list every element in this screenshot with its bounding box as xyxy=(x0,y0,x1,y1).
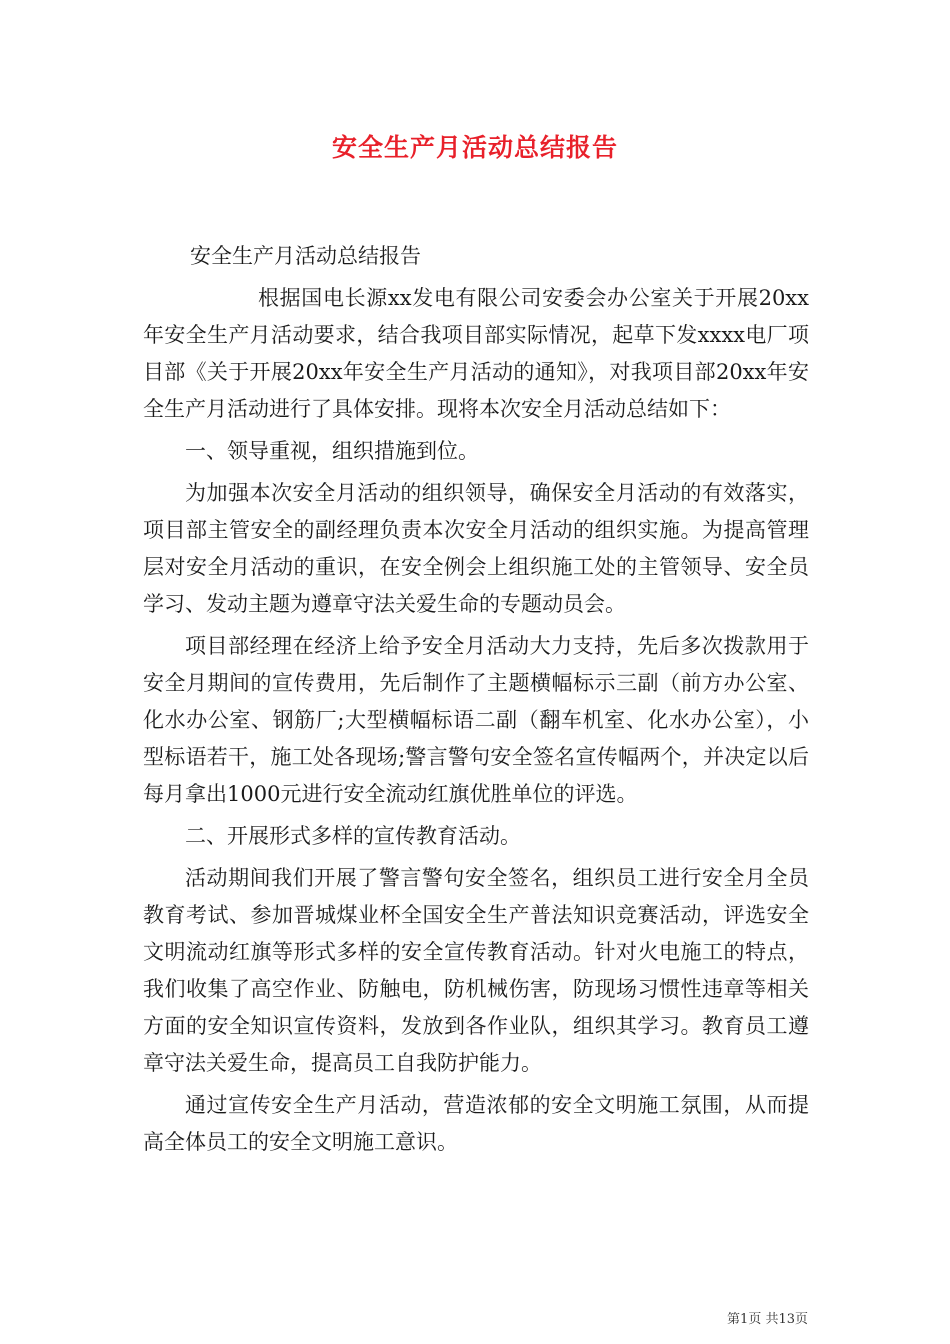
paragraph-activities: 活动期间我们开展了警言警句安全签名，组织员工进行安全月全员教育考试、参加晋城煤业杯全国安全生产普法知识竞赛活动，评选安全文明流动红旗等形式多样的安全宣传教育活动。针对火电施工的特点，我们收集了高空作业、防触电，防机械伤害，防现场习惯性违章等相关方面的安全知识宣传资料，发放到各作业队，组织其学习。教育员工遵章守法关爱生命，提高员工自我防护能力。 xyxy=(143,866,809,1075)
paragraph-conclusion: 通过宣传安全生产月活动，营造浓郁的安全文明施工氛围，从而提高全体员工的安全文明施工意识。 xyxy=(143,1093,809,1154)
document-subtitle: 安全生产月活动总结报告 xyxy=(190,244,421,268)
page-number: 第1页 共13页 xyxy=(727,1312,808,1327)
section-heading-1: 一、领导重视，组织措施到位。 xyxy=(185,439,479,463)
section-heading-2: 二、开展形式多样的宣传教育活动。 xyxy=(185,824,521,848)
document-title: 安全生产月活动总结报告 xyxy=(331,133,618,162)
paragraph-funding: 项目部经理在经济上给予安全月活动大力支持，先后多次拨款用于安全月期间的宣传费用，先后制作了主题横幅标示三副（前方办公室、化水办公室、钢筋厂;大型横幅标语二副（翻车机室、化水办公室），小型标语若干，施工处各现场;警言警句安全签名宣传幅两个，并决定以后每月拿出1000元进行安全流动红旗优胜单位的评选。 xyxy=(143,634,809,806)
document-body xyxy=(143,238,809,1166)
paragraph-organization: 为加强本次安全月活动的组织领导，确保安全月活动的有效落实，项目部主管安全的副经理负责本次安全月活动的组织实施。为提高管理层对安全月活动的重识，在安全例会上组织施工处的主管领导、安全员学习、发动主题为遵章守法关爱生命的专题动员会。 xyxy=(143,481,809,616)
paragraph-intro: 根据国电长源xx发电有限公司安委会办公室关于开展20xx年安全生产月活动要求，结合我项目部实际情况，起草下发xxxx电厂项目部《关于开展20xx年安全生产月活动的通知》，对我项目部20xx年安全生产月活动进行了具体安排。现将本次安全月活动总结如下： xyxy=(143,286,809,421)
